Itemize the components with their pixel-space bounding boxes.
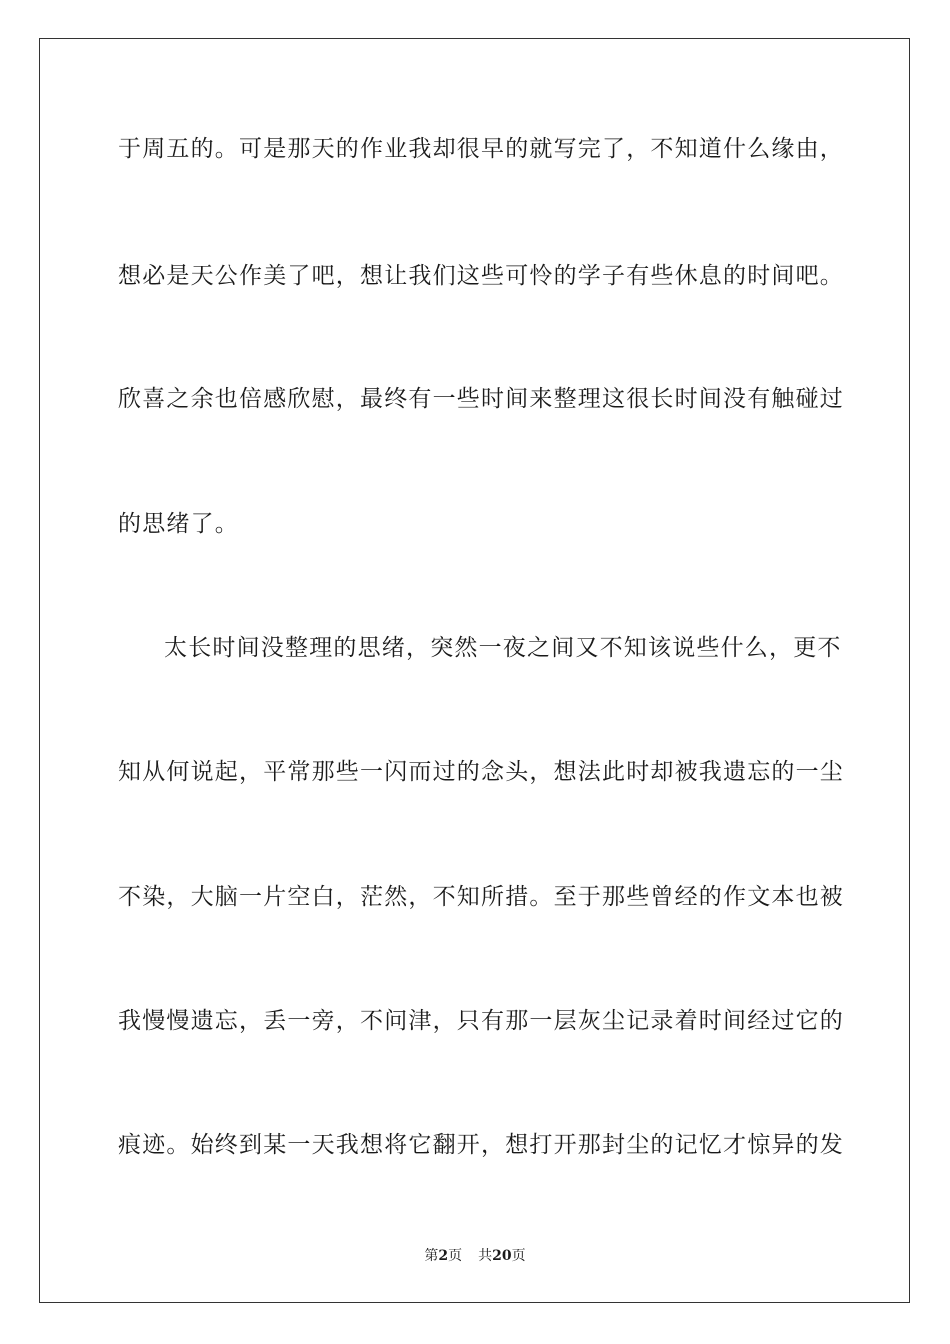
- body-text-line-3: 欣喜之余也倍感欣慰，最终有一些时间来整理这很长时间没有触碰过: [118, 386, 844, 412]
- body-text-line-1: 于周五的。可是那天的作业我却很早的就写完了，不知道什么缘由，: [118, 136, 844, 162]
- page-border: [39, 38, 910, 1303]
- body-text-line-5: 太长时间没整理的思绪，突然一夜之间又不知该说些什么，更不: [164, 635, 842, 661]
- page-total: 共20页: [478, 1248, 526, 1264]
- body-text-line-6: 知从何说起，平常那些一闪而过的念头，想法此时却被我遗忘的一尘: [118, 759, 844, 785]
- body-text-line-9: 痕迹。始终到某一天我想将它翻开，想打开那封尘的记忆才惊异的发: [118, 1132, 844, 1158]
- page-number: 第2页: [424, 1248, 463, 1264]
- body-text-line-4: 的思绪了。: [118, 511, 239, 537]
- body-text-line-8: 我慢慢遗忘，丢一旁，不问津，只有那一层灰尘记录着时间经过它的: [118, 1008, 844, 1034]
- body-text-line-7: 不染，大脑一片空白，茫然，不知所措。至于那些曾经的作文本也被: [118, 884, 844, 910]
- page-footer: [0, 1247, 950, 1265]
- body-text-line-2: 想必是天公作美了吧，想让我们这些可怜的学子有些休息的时间吧。: [118, 263, 844, 289]
